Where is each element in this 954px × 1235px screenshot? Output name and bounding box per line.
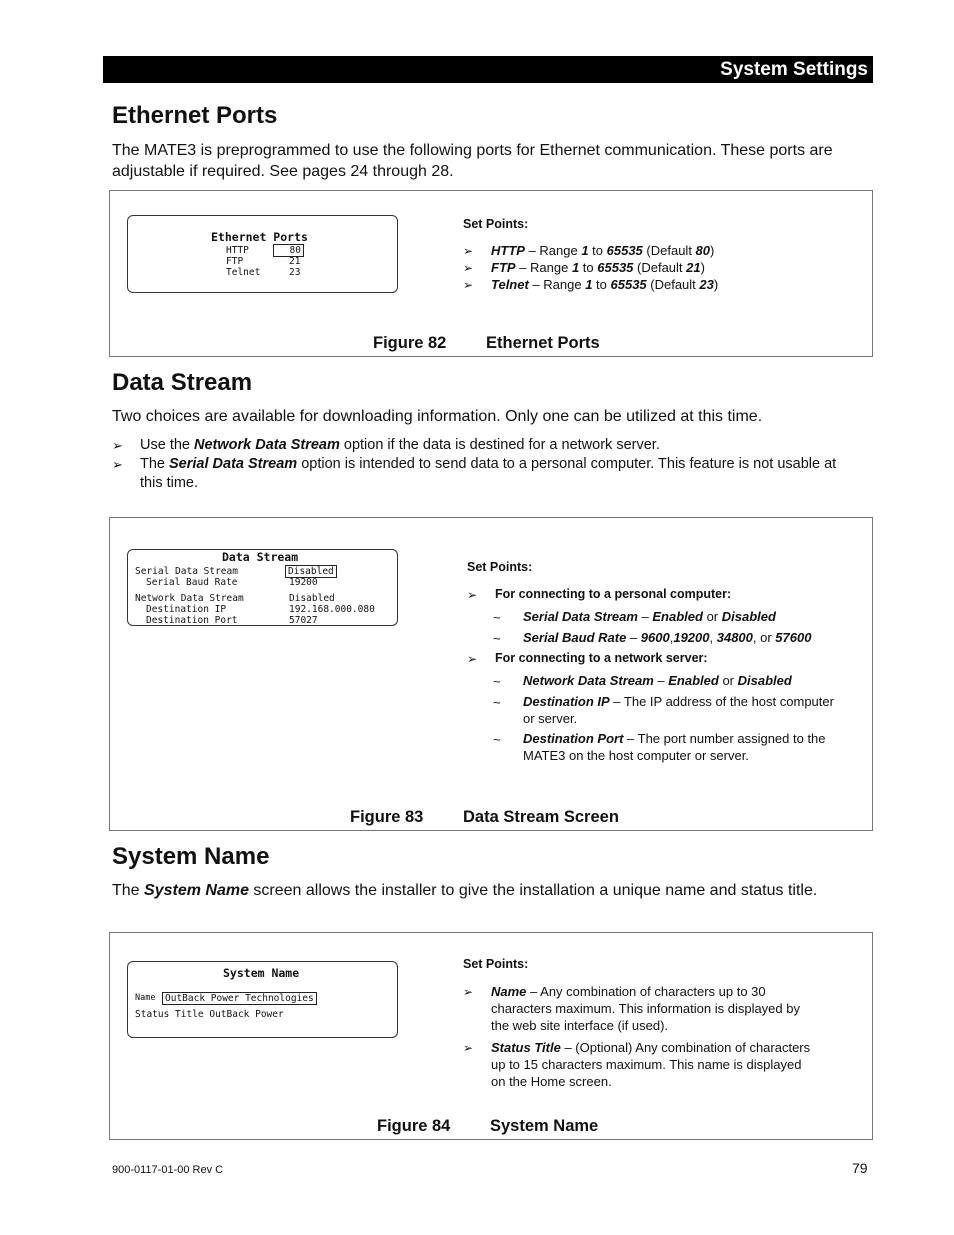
setpoint-destination-ip-cont: or server.: [523, 711, 578, 726]
setpoint-serial-stream: Serial Data Stream – Enabled or Disabled: [523, 609, 776, 624]
system-name-setpoints: [463, 956, 863, 1116]
arrow-bullet-icon: ➢: [463, 985, 474, 999]
tilde-bullet-icon: ~: [493, 631, 501, 646]
lcd-dest-port-label: Destination Port: [146, 615, 238, 626]
figure-83-number: Figure 83: [350, 808, 424, 826]
data-stream-setpoints: [467, 559, 867, 769]
arrow-bullet-icon: ➢: [463, 261, 474, 275]
lcd-baud-label: Serial Baud Rate: [146, 577, 238, 588]
lcd-dest-ip-value: 192.168.000.080: [289, 604, 375, 615]
document-number: 900-0117-01-00 Rev C: [112, 1164, 224, 1176]
pc-heading: For connecting to a personal computer:: [495, 587, 732, 601]
bullet-serial-data-stream-cont: this time.: [140, 475, 199, 491]
lcd-name-label: Name: [135, 993, 156, 1003]
tilde-bullet-icon: ~: [493, 610, 501, 625]
lcd-serial-stream-value: Disabled: [285, 565, 337, 578]
figure-83-box: [109, 517, 873, 831]
figure-84-box: [109, 932, 873, 1140]
lcd-network-stream-label: Network Data Stream: [135, 593, 244, 604]
lcd-baud-value: 19200: [289, 577, 318, 588]
figure-84-caption: System Name: [490, 1117, 599, 1135]
ethernet-ports-lcd-screen: [127, 215, 398, 293]
arrow-bullet-icon: ➢: [467, 652, 478, 666]
lcd-http-value: 80: [273, 244, 304, 257]
setpoints-heading: Set Points:: [467, 560, 533, 574]
setpoint-status-title-cont-1: up to 15 characters maximum. This name is displayed: [491, 1057, 802, 1072]
lcd-serial-stream-label: Serial Data Stream: [135, 566, 238, 577]
setpoint-name: Name – Any combination of characters up to 30: [491, 984, 766, 999]
data-stream-intro: Two choices are available for downloading information. Only one can be utilized at this time.: [112, 408, 763, 425]
arrow-bullet-icon: ➢: [112, 438, 123, 453]
arrow-bullet-icon: ➢: [463, 278, 474, 292]
lcd-http-label: HTTP: [226, 245, 249, 256]
setpoint-destination-port-cont: MATE3 on the host computer or server.: [523, 748, 749, 763]
bullet-network-data-stream: Use the Network Data Stream option if the data is destined for a network server.: [140, 437, 660, 453]
ethernet-intro-line-2: adjustable if required. See pages 24 through 28.: [112, 163, 454, 180]
lcd-ftp-value: 21: [289, 256, 301, 267]
setpoint-name-cont-2: the web site interface (if used).: [491, 1018, 669, 1033]
lcd-title: System Name: [223, 966, 300, 980]
lcd-title: Data Stream: [222, 550, 299, 564]
system-name-intro: The System Name screen allows the installer to give the installation a unique name and status title.: [112, 882, 818, 899]
lcd-telnet-label: Telnet: [226, 267, 261, 278]
header-bar-edge: [873, 56, 876, 83]
data-stream-lcd-screen: [127, 549, 398, 626]
lcd-dest-port-value: 57027: [289, 615, 318, 626]
tilde-bullet-icon: ~: [493, 732, 501, 747]
section-header-title: System Settings: [720, 59, 868, 80]
lcd-title: Ethernet Ports: [211, 230, 308, 244]
network-heading: For connecting to a network server:: [495, 651, 708, 665]
setpoint-network-stream: Network Data Stream – Enabled or Disabled: [523, 673, 792, 688]
lcd-telnet-value: 23: [289, 267, 301, 278]
ethernet-setpoints: [463, 216, 863, 326]
lcd-name-value: OutBack Power Technologies: [162, 992, 317, 1005]
lcd-dest-ip-label: Destination IP: [146, 604, 227, 615]
page-number: 79: [852, 1160, 868, 1176]
setpoint-status-title: Status Title – (Optional) Any combination of characters: [491, 1040, 811, 1055]
setpoints-heading: Set Points:: [463, 957, 529, 971]
figure-82-number: Figure 82: [373, 334, 447, 352]
ethernet-ports-heading: Ethernet Ports: [112, 102, 278, 129]
figure-82-caption: Ethernet Ports: [486, 334, 600, 352]
setpoint-telnet: Telnet – Range 1 to 65535 (Default 23): [491, 277, 719, 292]
setpoint-baud-rate: Serial Baud Rate – 9600,19200, 34800, or 57600: [523, 630, 812, 645]
lcd-status-title: Status Title OutBack Power: [135, 1009, 284, 1020]
section-header-bar: [103, 56, 876, 83]
system-name-heading: System Name: [112, 843, 270, 870]
lcd-ftp-label: FTP: [226, 256, 244, 267]
setpoint-status-title-cont-2: on the Home screen.: [491, 1074, 612, 1089]
data-stream-heading: Data Stream: [112, 369, 253, 396]
setpoint-destination-port: Destination Port – The port number assigned to the: [523, 731, 826, 746]
setpoint-ftp: FTP – Range 1 to 65535 (Default 21): [491, 260, 705, 275]
system-name-lcd-screen: [127, 961, 398, 1038]
bullet-serial-data-stream: The Serial Data Stream option is intended to send data to a personal computer. This feature is not usable at: [140, 456, 837, 472]
tilde-bullet-icon: ~: [493, 695, 501, 710]
lcd-network-stream-value: Disabled: [289, 593, 335, 604]
figure-82-box: [109, 190, 873, 357]
setpoint-http: HTTP – Range 1 to 65535 (Default 80): [491, 243, 715, 258]
arrow-bullet-icon: ➢: [463, 244, 474, 258]
arrow-bullet-icon: ➢: [463, 1041, 474, 1055]
arrow-bullet-icon: ➢: [112, 457, 123, 472]
figure-84-number: Figure 84: [377, 1117, 451, 1135]
setpoints-heading: Set Points:: [463, 217, 529, 231]
arrow-bullet-icon: ➢: [467, 588, 478, 602]
tilde-bullet-icon: ~: [493, 674, 501, 689]
ethernet-intro-line-1: The MATE3 is preprogrammed to use the following ports for Ethernet communication. These ports are: [112, 142, 833, 159]
figure-83-caption: Data Stream Screen: [463, 808, 619, 826]
setpoint-destination-ip: Destination IP – The IP address of the host computer: [523, 694, 834, 709]
setpoint-name-cont-1: characters maximum. This information is displayed by: [491, 1001, 800, 1016]
